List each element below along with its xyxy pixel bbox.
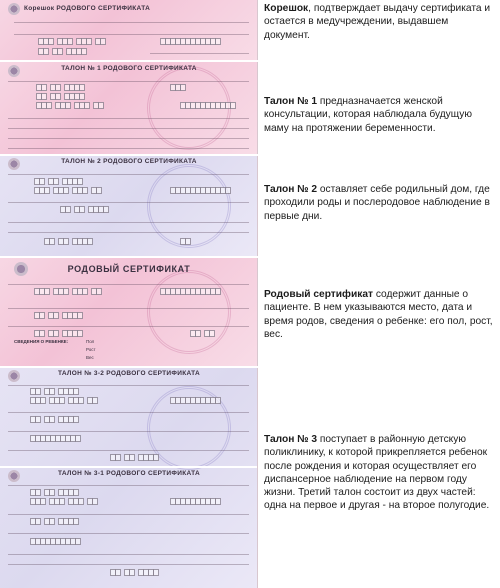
doc-title: ТАЛОН № 3-1 РОДОВОГО СЕРТИФИКАТА [58, 470, 200, 477]
description: Талон № 3 поступает в районную детскую поликлинику, к которой прикрепляется ребенок после рождения и которая осуществляет его диспансерное наблюдение на первом году жизни. Третий талон состоит из двух частей: одна на первое и другая - на второе полугодие. [264, 434, 490, 512]
talon-1-image [0, 62, 258, 154]
child-weight-label: Вес [86, 355, 94, 360]
watermark-seal [147, 164, 231, 248]
child-info-label: СВЕДЕНИЯ О РЕБЕНКЕ: [14, 339, 69, 344]
doc-title: ТАЛОН № 3-2 РОДОВОГО СЕРТИФИКАТА [58, 370, 200, 377]
doc-title: ТАЛОН № 1 РОДОВОГО СЕРТИФИКАТА [61, 65, 197, 72]
section-stub [0, 0, 500, 60]
description: Корешок, подтверждает выдачу сертификата и остается в медучреждении, выдавшем документ. [264, 3, 491, 41]
doc-title: ТАЛОН № 2 РОДОВОГО СЕРТИФИКАТА [61, 158, 197, 165]
certificate-image [0, 258, 258, 366]
section-talon-3 [0, 368, 500, 588]
talon-2-image [0, 156, 258, 256]
child-sex-label: Пол [86, 339, 95, 344]
section-talon-2 [0, 156, 500, 256]
section-certificate [0, 258, 500, 366]
emblem-icon [8, 3, 20, 15]
description: Талон № 2 оставляет себе родильный дом, где проходили роды и послеродовое наблюдение в первые дни. [264, 184, 490, 222]
certificate-stub-image [0, 0, 258, 60]
section-talon-1 [0, 62, 500, 154]
doc-title: РОДОВЫЙ СЕРТИФИКАТ [67, 264, 191, 274]
talon-3-image [0, 368, 258, 588]
description: Родовый сертификат содержит данные о пациенте. В нем указываются место, дата и время родов, сведения о ребенке: его пол, рост, вес. [264, 289, 493, 340]
doc-title: Корешок РОДОВОГО СЕРТИФИКАТА [24, 5, 151, 12]
child-height-label: Рост [86, 347, 96, 352]
description: Талон № 1 предназначается женской консультации, которая наблюдала будущую маму на протяжении беременности. [264, 96, 473, 134]
